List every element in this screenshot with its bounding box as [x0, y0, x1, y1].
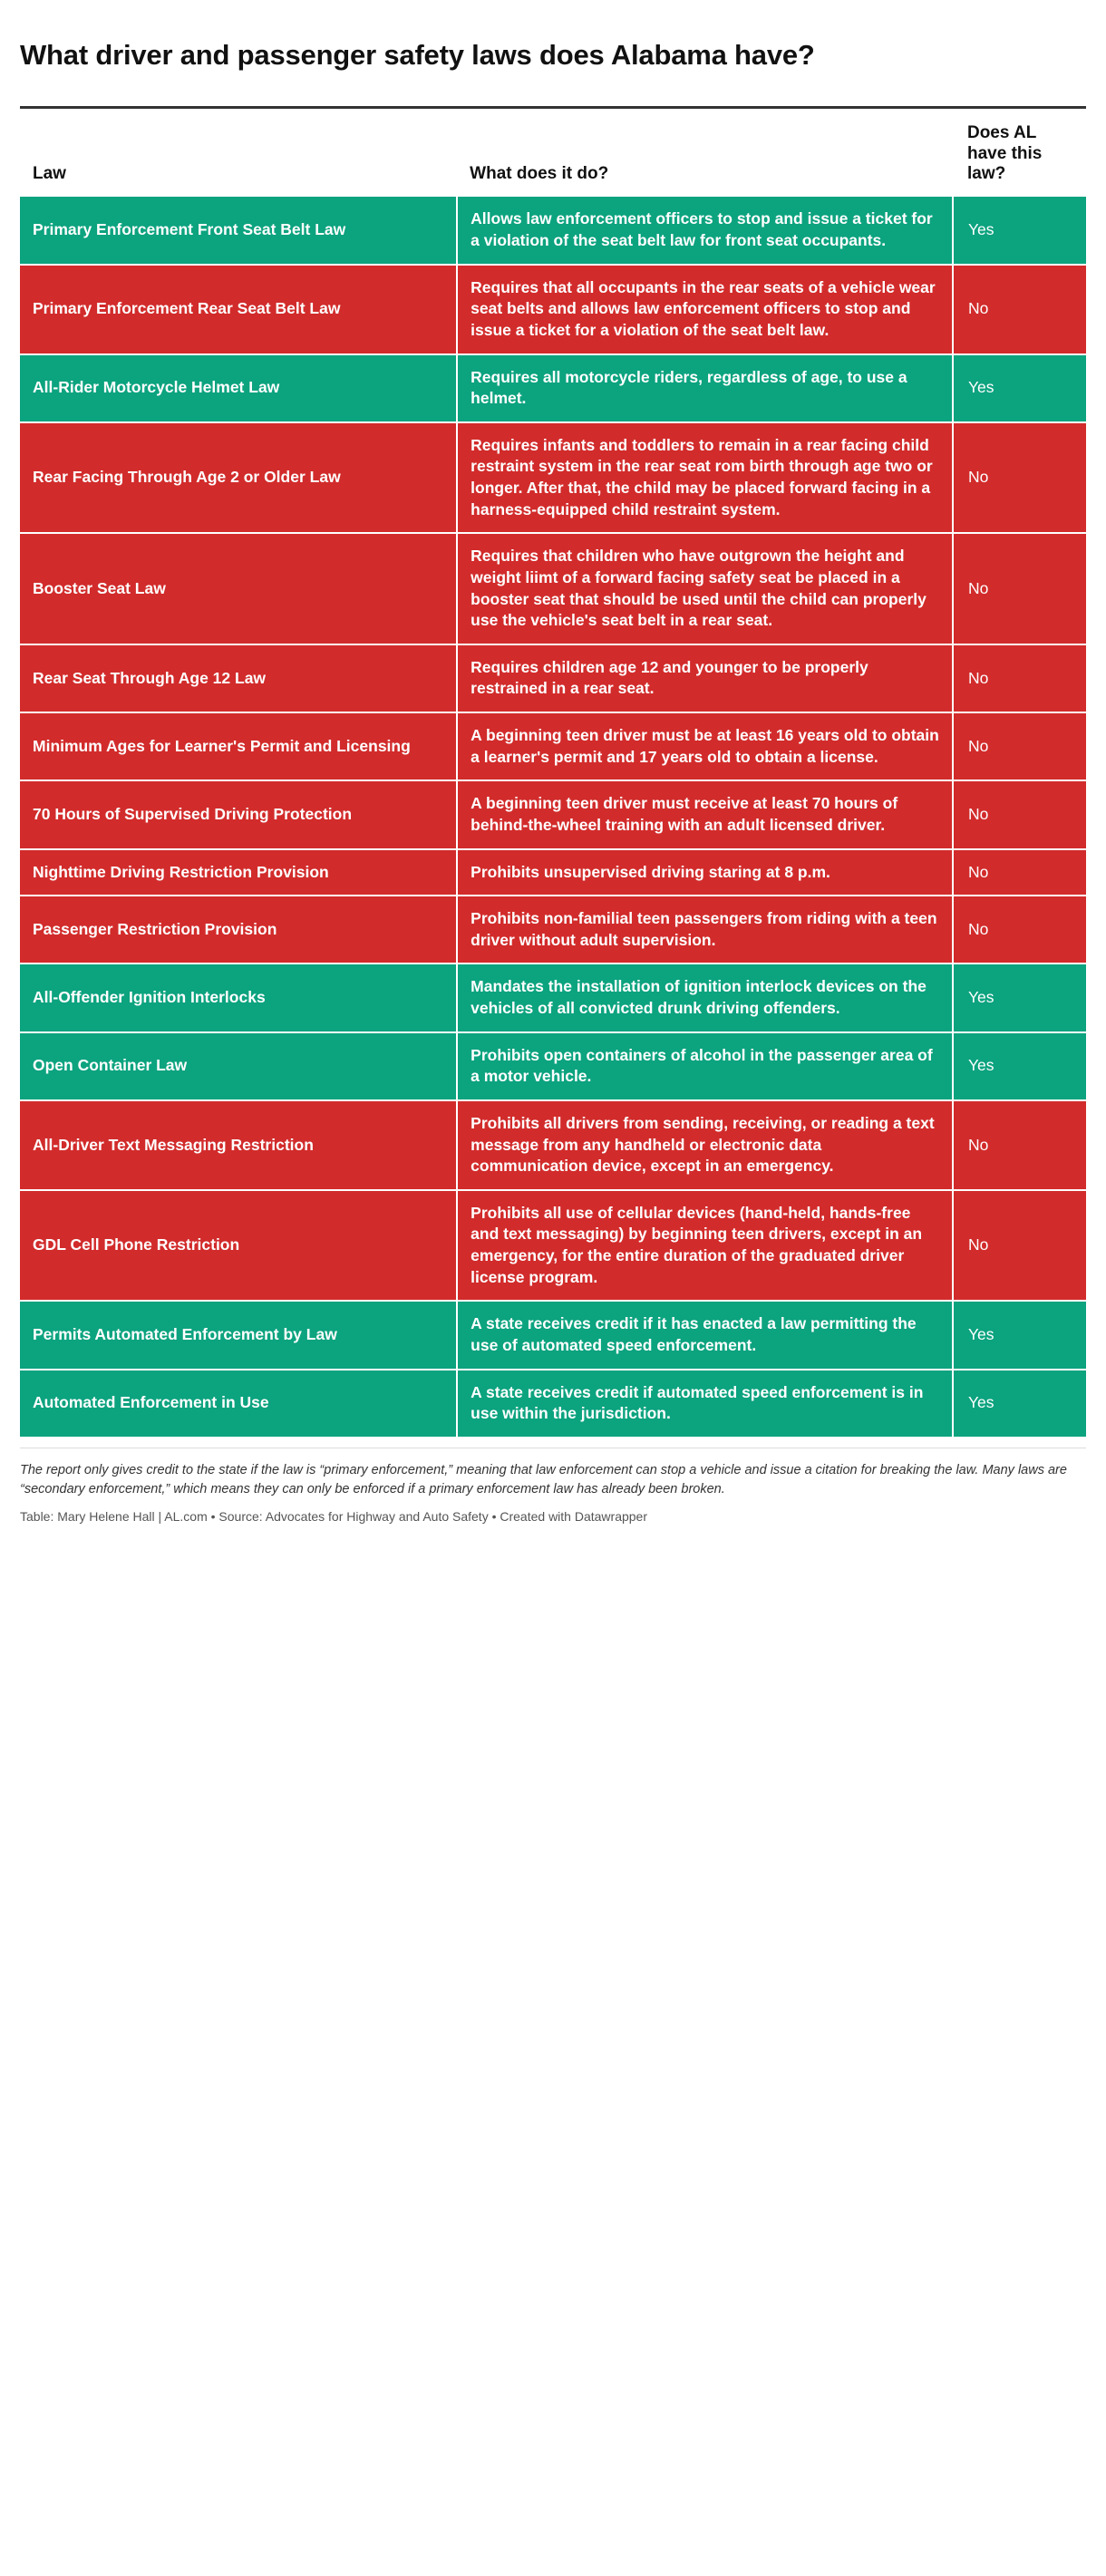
- table-row: [20, 964, 1086, 1031]
- cell-description: Requires children age 12 and younger to be properly restrained in a rear seat.: [457, 644, 953, 712]
- cell-description: A beginning teen driver must receive at least 70 hours of behind-the-wheel training with an adult licensed driver.: [457, 780, 953, 848]
- table-chart-container: [0, 19, 1106, 1545]
- credit-line: Table: Mary Helene Hall | AL.com • Source: Advocates for Highway and Auto Safety • Created with Datawrapper: [20, 1508, 648, 1524]
- table-row: [20, 265, 1086, 354]
- cell-law: Rear Facing Through Age 2 or Older Law: [20, 422, 457, 534]
- column-header-law: Law: [20, 109, 457, 197]
- cell-has-law: Yes: [953, 197, 1086, 264]
- cell-has-law: No: [953, 644, 1086, 712]
- cell-has-law: No: [953, 1100, 1086, 1190]
- table-row: [20, 1032, 1086, 1100]
- cell-law: Open Container Law: [20, 1032, 457, 1100]
- table-row: [20, 422, 1086, 534]
- cell-description: Prohibits non-familial teen passengers from riding with a teen driver without adult supervision.: [457, 896, 953, 964]
- table-header-row: [20, 109, 1086, 197]
- cell-has-law: Yes: [953, 1370, 1086, 1438]
- cell-has-law: No: [953, 712, 1086, 780]
- cell-description: Prohibits all use of cellular devices (hand-held, hands-free and text messaging) by beginning teen drivers, except in an emergency, for the entire duration of the graduated driver license program.: [457, 1190, 953, 1302]
- cell-law: Primary Enforcement Front Seat Belt Law: [20, 197, 457, 264]
- table-body: [20, 197, 1086, 1437]
- cell-has-law: No: [953, 849, 1086, 896]
- cell-description: A beginning teen driver must be at least 16 years old to obtain a learner's permit and 17 years old to obtain a license.: [457, 712, 953, 780]
- cell-description: Requires all motorcycle riders, regardless of age, to use a helmet.: [457, 354, 953, 422]
- cell-has-law: Yes: [953, 354, 1086, 422]
- table-row: [20, 1100, 1086, 1190]
- cell-law: Nighttime Driving Restriction Provision: [20, 849, 457, 896]
- table-row: [20, 1190, 1086, 1302]
- cell-has-law: No: [953, 896, 1086, 964]
- cell-has-law: No: [953, 422, 1086, 534]
- cell-description: Requires infants and toddlers to remain in a rear facing child restraint system in the rear seat rom birth through age two or longer. After that, the child may be placed forward facing in a harness-equipped child restraint system.: [457, 422, 953, 534]
- cell-law: All-Rider Motorcycle Helmet Law: [20, 354, 457, 422]
- cell-law: Primary Enforcement Rear Seat Belt Law: [20, 265, 457, 354]
- column-header-what: What does it do?: [457, 109, 953, 197]
- cell-law: Passenger Restriction Provision: [20, 896, 457, 964]
- cell-law: 70 Hours of Supervised Driving Protection: [20, 780, 457, 848]
- cell-description: Prohibits all drivers from sending, receiving, or reading a text message from any handheld or electronic data communication device, except in an emergency.: [457, 1100, 953, 1190]
- cell-description: Mandates the installation of ignition interlock devices on the vehicles of all convicted drunk driving offenders.: [457, 964, 953, 1031]
- cell-description: Prohibits unsupervised driving staring at 8 p.m.: [457, 849, 953, 896]
- footnote: The report only gives credit to the state if the law is “primary enforcement,” meaning that law enforcement can stop a vehicle and issue a citation for breaking the law. Many laws are “secondary enforcement,” which means they can only be enforced if a primary enforcement law has already been broken.: [20, 1448, 1086, 1506]
- cell-law: All-Driver Text Messaging Restriction: [20, 1100, 457, 1190]
- table-row: [20, 896, 1086, 964]
- table-row: [20, 354, 1086, 422]
- table-row: [20, 197, 1086, 264]
- cell-has-law: No: [953, 265, 1086, 354]
- page-title: What driver and passenger safety laws does Alabama have?: [20, 38, 815, 71]
- table-row: [20, 533, 1086, 644]
- cell-has-law: Yes: [953, 964, 1086, 1031]
- cell-law: GDL Cell Phone Restriction: [20, 1190, 457, 1302]
- table-row: [20, 1301, 1086, 1369]
- cell-has-law: No: [953, 780, 1086, 848]
- cell-has-law: Yes: [953, 1032, 1086, 1100]
- table-row: [20, 712, 1086, 780]
- cell-law: Rear Seat Through Age 12 Law: [20, 644, 457, 712]
- column-header-has: Does AL have this law?: [953, 109, 1086, 197]
- cell-has-law: Yes: [953, 1301, 1086, 1369]
- cell-description: Prohibits open containers of alcohol in the passenger area of a motor vehicle.: [457, 1032, 953, 1100]
- cell-has-law: No: [953, 1190, 1086, 1302]
- cell-law: Permits Automated Enforcement by Law: [20, 1301, 457, 1369]
- cell-description: Requires that all occupants in the rear seats of a vehicle wear seat belts and allows law enforcement officers to stop and issue a ticket for a violation of the seat belt law.: [457, 265, 953, 354]
- cell-description: Requires that children who have outgrown the height and weight liimt of a forward facing safety seat be placed in a booster seat that should be used until the child can properly use the vehicle's seat belt in a rear seat.: [457, 533, 953, 644]
- table-row: [20, 644, 1086, 712]
- cell-law: Minimum Ages for Learner's Permit and Licensing: [20, 712, 457, 780]
- cell-law: All-Offender Ignition Interlocks: [20, 964, 457, 1031]
- cell-has-law: No: [953, 533, 1086, 644]
- cell-description: Allows law enforcement officers to stop and issue a ticket for a violation of the seat belt law for front seat occupants.: [457, 197, 953, 264]
- table-row: [20, 780, 1086, 848]
- cell-law: Booster Seat Law: [20, 533, 457, 644]
- cell-description: A state receives credit if automated speed enforcement is in use within the jurisdiction.: [457, 1370, 953, 1438]
- table-row: [20, 849, 1086, 896]
- table-row: [20, 1370, 1086, 1438]
- cell-law: Automated Enforcement in Use: [20, 1370, 457, 1438]
- safety-laws-table: [20, 109, 1086, 1438]
- cell-description: A state receives credit if it has enacted a law permitting the use of automated speed enforcement.: [457, 1301, 953, 1369]
- table-header: [20, 109, 1086, 197]
